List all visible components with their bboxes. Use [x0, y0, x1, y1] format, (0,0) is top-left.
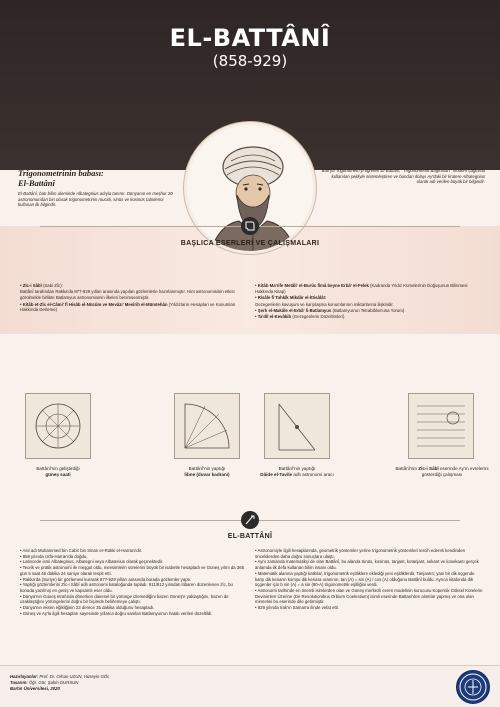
figure-caption: Battânî'nin yaptığı Dâide el-Tavile adlı astronomi aracı: [260, 466, 334, 477]
life-item: • Dünya'nın Güneş etrafında dönerken dairesel bir yörünge izlemediğini bazen Güneş'e yaklaştığını, bazen de uzaklaştığını yörüngelerini doğru bir biçimde belirlemeye çalıştı.: [20, 593, 229, 605]
wall-quadrant-image: [174, 393, 240, 459]
life-dates: (858-929): [212, 52, 288, 70]
quill-icon: [241, 511, 259, 529]
life-item: • Güneş ve Ay'la ilgili hesapları sayesinde yıllarca doğru sanılan Batlamyus'un hatalı verileri düzeltildi.: [20, 610, 213, 616]
life-item: • Matematik alanına yaptığı katkılar, trigonometrik eşitliklere eklediği yeni eşitliklerdir. Tanjantın; yani bir dik üçgende karşı dik kenarın komşu dik kenara oranının, tan (A) = sin (A) / cos (A) olduğunu Battânî buldu. Ayrıca kitabında dik üçgenler için b sin (A) = a sin (90-A) trigonometrik eşitliğini verdi.: [255, 570, 475, 588]
life-item: • Yaptığı gözlemlerini Zîc-i Sâbî adlı astronomi kataloğunda topladı. 911/912 yılından itibaren düzenlenen zîc, bu konuda yazılmış en geniş ve kapsamlı eser oldu.: [20, 582, 233, 593]
page-title: EL-BATTÂNÎ: [169, 24, 331, 52]
work-item: • Risâle fî Tahkîk Mikdâr el-İttisâlât:: [255, 295, 327, 301]
life-title: EL-BATTÂNÎ: [227, 533, 273, 540]
work-item: Battânî tarafından Rakka'da 877-929 yılları arasında yapılan gözlemlerle hazırlanmıştır. Hint astronomisinin etkisi görülmekle birlikte Batlamyus astronomisinin ilkeleri benimsenmiştir.: [20, 289, 235, 301]
life-right: [255, 548, 483, 611]
work-item: Gezegenlerin kavuşum ve karşılaşma konumlarının miktarlarına ilişkindir.: [255, 301, 394, 307]
works-left: [20, 283, 245, 314]
astronomical-instrument-image: [264, 393, 330, 459]
life-item: • Teorik ve pratik astronomi ile meşgul oldu, mevsimlerin sürelerini büyük bir isabetle hesapladı ve Güneş yılını da 365 gün 5 saat 46 dakika 24 saniye olarak tespit etti.: [20, 565, 245, 576]
figure-caption: Battânî'nin geliştirdiği güneş saati: [36, 466, 80, 477]
work-item: • Ta'dîl el-Kevâkib (Gezegenlerin Düzeltimleri): [255, 314, 345, 320]
life-item: • Asıl adı Muhammed bin Cabir bin Sinan er-Rakki el-Harrani'dir.: [20, 548, 142, 553]
life-item: • Astronomi tarihinde en önemli isimlerden olan ve Güneş merkezli evren modelinin kurucusu Kopernik Göksel Kürelerin Devinimleri Üzerine (De Revolutionibus Orbium Coelestium) isimli eserinde Battani'den alıntılar yapmış ve ona olan minnetini bu eserinde dile getirmiştir.: [255, 587, 483, 605]
life-item: • Rakka'da (Suriye) bir gözlemevi kurarak 877-929 yılları arasında burada gözlemler yaptı.: [20, 576, 192, 582]
life-item: • Astronomiyle ilgili hesaplarında, geometrik yöntemler yerine trigonometrik yöntemleri tercih ederek kendinden öncekilerden daha doğru sonuçlara ulaştı.: [255, 548, 466, 559]
life-left: [20, 548, 245, 616]
intro-right: Batı'ya Trigonometri'yi öğreten El-Battânî, "Trigonometrik Bağıntıları" modern çağlarda kullanılan şekliyle sistemleştiren ve bundan dolayı Ay'daki bir kratere Albategnius olarak adı verilen büyük bir bilgindir.: [321, 168, 485, 185]
sundial-image: [25, 393, 91, 459]
intro-heading: Trigonometrinin babası:: [18, 168, 104, 178]
life-item: • Latincede ismi Albategnius, Albategni veya Albatenius olarak geçmektedir.: [20, 559, 164, 565]
credits: Hazırlayanlar: Prof. Dr. Orhan UZUN, Hüseyin GÖL Tasarım: Öğr. Gör. Şahin DURSUN Bartın Üniversitesi, 2020: [10, 674, 110, 692]
life-item: • Aynı zamanda matematikçi de olan Battânî, bu alanda Sinüs, kosinüs, tanjant, kotanjant, sekant ve kosekantı gerçek anlamda ilk defa kullanan bilim insanı oldu.: [255, 559, 479, 571]
figure-caption: Battânî'nin yaptığı libne (duvar kadranı): [184, 466, 230, 477]
figures-row: [0, 390, 500, 500]
work-item: • Zîc-i Sâbî (Sabi Zîc):: [20, 283, 63, 288]
intro-text: El-Battânî, batı bilim aleminde Albategnius adıyla tanınır. Dünyanın en meşhur 20 astronomundan biri olarak trigonometrinin mucidi, sinüs ve kosinüs tabirlerini kullanan ilk bilgindir.: [18, 191, 173, 208]
work-item: • Şerh el-Makâle el-Erbâ' li-Batlamyus (Batlamyus'un Tetrabiblos'una Yorum): [255, 307, 405, 313]
life-item: • 929 yılında Irak'ın Samarra ilinde vefat etti.: [255, 605, 340, 611]
intro-left: [18, 168, 178, 208]
life-item: • 858 yılında Urfa-Harran'da doğdu.: [20, 553, 88, 559]
intro-subheading: El-Battânî: [18, 178, 55, 188]
life-item: • Dünya'nın eksen eğikliğinin 23 derece 35 dakika olduğunu hesapladı.: [20, 605, 155, 611]
work-item: • Kitâb et-Zîc el-Câmi' fî Hisâb el-Nücûm ve Mevâzı' Mesîrih el-Mümtehân (Yıldızların Hesapları ve Konumları Hakkında Derleme): [20, 301, 236, 313]
footer: [0, 665, 500, 707]
university-seal-logo: [456, 670, 490, 704]
works-title: BAŞLICA ESERLERİ VE ÇALIŞMALARI: [180, 240, 320, 247]
works-right: [255, 283, 483, 321]
book-icon: [241, 217, 259, 235]
work-item: • Kitâb Ma'rife Metâli' el-Burûc fîmâ beyne Erbâ' el-Felek (Kadranda Yıldız Kümelerinin Doğuşunun Bilinmesi Hakkında Kitap): [255, 283, 468, 294]
moon-phases-image: [408, 393, 474, 459]
figure-caption: Battânî'nin Zîc-i Sâbî eserinde Ay'ın evrelerini gösterdiği çalışması: [395, 466, 489, 477]
